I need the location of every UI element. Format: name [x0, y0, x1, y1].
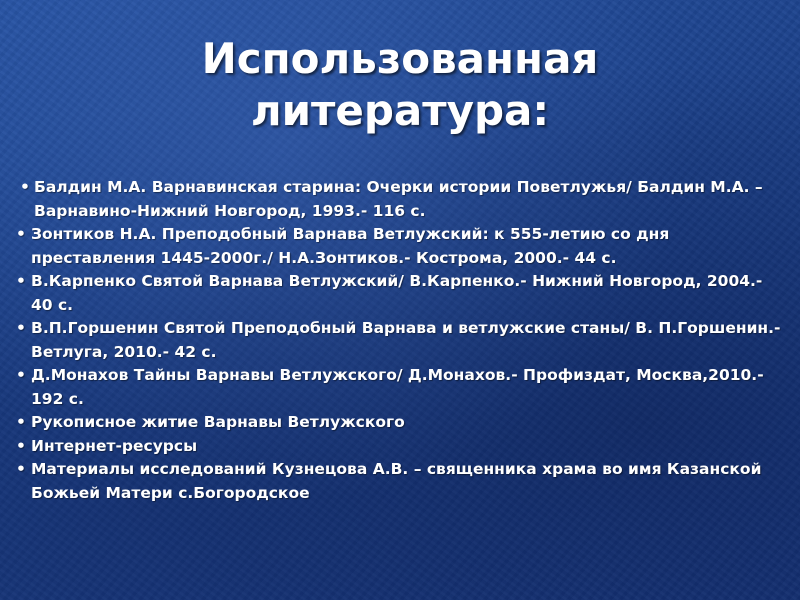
reference-text: Д.Монахов Тайны Варнавы Ветлужского/ Д.Монахов.- Профиздат, Москва,2010.- 192 с. [31, 366, 764, 408]
bullet-icon: • [16, 225, 26, 243]
reference-list [16, 176, 786, 505]
bullet-icon: • [16, 366, 26, 384]
reference-text: В.П.Горшенин Святой Преподобный Варнава и ветлужские станы/ В. П.Горшенин.- Ветлуга, 2010.- 42 с. [31, 319, 781, 361]
reference-item [16, 317, 786, 364]
reference-text: Материалы исследований Кузнецова А.В. – священника храма во имя Казанской Божьей Матери с.Богородское [31, 460, 762, 502]
reference-item [16, 458, 786, 505]
reference-item [16, 223, 786, 270]
bullet-icon: • [16, 436, 26, 455]
reference-item [16, 364, 786, 411]
reference-item [16, 435, 786, 459]
reference-item [16, 270, 786, 317]
reference-text: Зонтиков Н.А. Преподобный Варнава Ветлужский: к 555-летию со дня преставления 1445-2000г./ Н.А.Зонтиков.- Кострома, 2000.- 44 с. [31, 225, 670, 267]
reference-text: Балдин М.А. Варнавинская старина: Очерки истории Поветлужья/ Балдин М.А. – Варнавино-Нижний Новгород, 1993.- 116 с. [34, 178, 763, 220]
reference-item [16, 411, 786, 435]
reference-item [16, 176, 786, 223]
slide-title [0, 33, 800, 137]
slide-title-line-1: Использованная [201, 34, 599, 83]
reference-text: Рукописное житие Варнавы Ветлужского [31, 413, 405, 431]
reference-text: Интернет-ресурсы [31, 436, 198, 455]
bullet-icon: • [16, 413, 26, 431]
reference-text: В.Карпенко Святой Варнава Ветлужский/ В.Карпенко.- Нижний Новгород, 2004.- 40 с. [31, 272, 763, 314]
bullet-icon: • [20, 178, 30, 196]
bullet-icon: • [16, 272, 26, 290]
bullet-icon: • [16, 319, 26, 337]
slide-title-line-2: литература: [250, 86, 550, 135]
bullet-icon: • [16, 460, 26, 478]
